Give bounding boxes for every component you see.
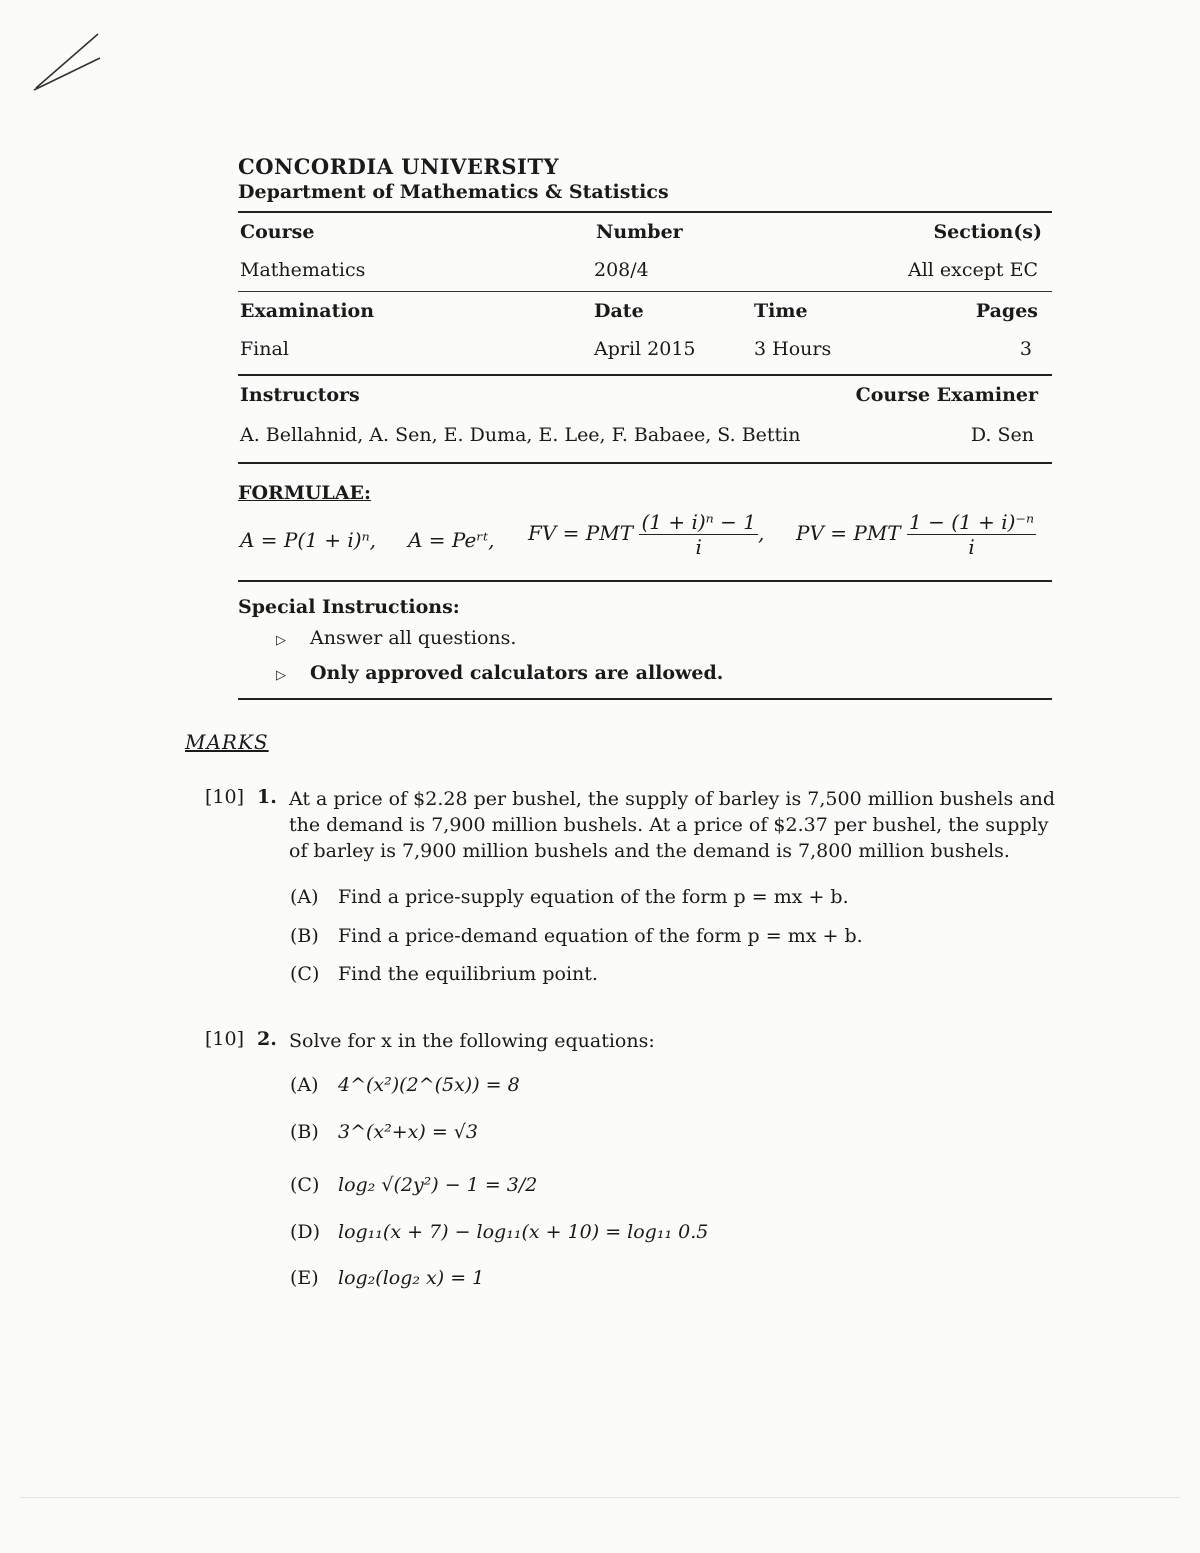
triangle-bullet-icon: ▷ [276, 668, 286, 683]
instructors-label: Instructors [240, 384, 360, 406]
question-number: 2. [257, 1028, 277, 1050]
pages-value: 3 [1019, 338, 1032, 360]
question-2 [205, 1028, 1065, 1058]
department-name: Department of Mathematics & Statistics [238, 181, 669, 203]
fv-prefix: FV = PMT [528, 521, 634, 545]
exam-value-row [238, 330, 1052, 368]
time-value: 3 Hours [754, 338, 832, 360]
scan-edge-line [20, 1497, 1180, 1498]
formulae-line [238, 504, 1052, 576]
question-marks: [10] [205, 786, 245, 808]
special-instructions-label: Special Instructions: [238, 596, 460, 618]
time-label: Time [754, 300, 808, 322]
pv-denominator: i [968, 535, 975, 559]
question-number: 1. [257, 786, 277, 808]
exam-header-row [238, 292, 1052, 330]
course-label: Course [240, 221, 315, 243]
date-value: April 2015 [594, 338, 696, 360]
marks-label: MARKS [185, 730, 269, 754]
fv-numerator: (1 + i)ⁿ − 1 [641, 510, 756, 534]
question-1-part: (C) Find the equilibrium point. [290, 963, 598, 985]
fv-fraction [639, 510, 758, 559]
examination-label: Examination [240, 300, 375, 322]
question-1-part: (B) Find a price-demand equation of the form p = mx + b. [290, 925, 863, 947]
continuous-interest-formula: A = Peʳᵗ, [408, 528, 495, 552]
course-value: Mathematics [240, 259, 366, 281]
number-value: 208/4 [594, 259, 649, 281]
course-value-row [238, 251, 1052, 289]
instruction-item: ▷ Answer all questions. [276, 622, 1052, 657]
examination-value: Final [240, 338, 289, 360]
number-label: Number [596, 221, 683, 243]
instructors-value-row [238, 416, 1052, 460]
pages-label: Pages [975, 300, 1038, 322]
question-2-part: (B) 3^(x²+x) = √3 [290, 1121, 478, 1143]
examiner-value: D. Sen [970, 424, 1034, 446]
pv-prefix: PV = PMT [796, 521, 901, 545]
fv-denominator: i [695, 535, 702, 559]
present-value-formula [796, 510, 1036, 559]
question-marks: [10] [205, 1028, 245, 1050]
exam-header [238, 155, 1052, 700]
examiner-label: Course Examiner [855, 384, 1038, 406]
question-1-part: (A) Find a price-supply equation of the form p = mx + b. [290, 886, 849, 908]
sections-label: Section(s) [933, 221, 1042, 243]
date-label: Date [594, 300, 644, 322]
course-header-row [238, 213, 1052, 251]
triangle-bullet-icon: ▷ [276, 633, 286, 648]
instructors-header-row [238, 376, 1052, 416]
compound-interest-formula: A = P(1 + i)ⁿ, [240, 528, 377, 552]
question-1 [205, 786, 1065, 866]
future-value-formula: FV = PMT $\frac{\text{(1 + i)ⁿ − 1}}{i}$ , [528, 510, 765, 559]
question-2-part: (A) 4^(x²)(2^(5x)) = 8 [290, 1074, 520, 1096]
formulae-label: FORMULAE: [238, 482, 372, 504]
instructors-value: A. Bellahnid, A. Sen, E. Duma, E. Lee, F. Babaee, S. Bettin [240, 424, 801, 446]
question-2-part: (E) log₂(log₂ x) = 1 [290, 1267, 485, 1289]
question-2-part: (D) log₁₁(x + 7) − log₁₁(x + 10) = log₁₁ 0.5 [290, 1221, 709, 1243]
question-text: Solve for x in the following equations: [289, 1030, 655, 1052]
pv-fraction [907, 510, 1036, 559]
instruction-item: ▷ Only approved calculators are allowed. [276, 657, 1052, 692]
pen-stroke-mark [28, 28, 108, 98]
pv-numerator: 1 − (1 + i)⁻ⁿ [909, 510, 1035, 534]
question-text: At a price of $2.28 per bushel, the supply of barley is 7,500 million bushels and the demand is 7,900 million bushels. At a price of $2.37 per bushel, the supply of barley is 7,900 million bushels and the demand is 7,800 million bushels. [289, 788, 1055, 862]
university-name: CONCORDIA UNIVERSITY [238, 154, 559, 179]
sections-value: All except EC [907, 259, 1038, 281]
question-2-part: (C) log₂ √(2y²) − 1 = 3/2 [290, 1174, 538, 1196]
